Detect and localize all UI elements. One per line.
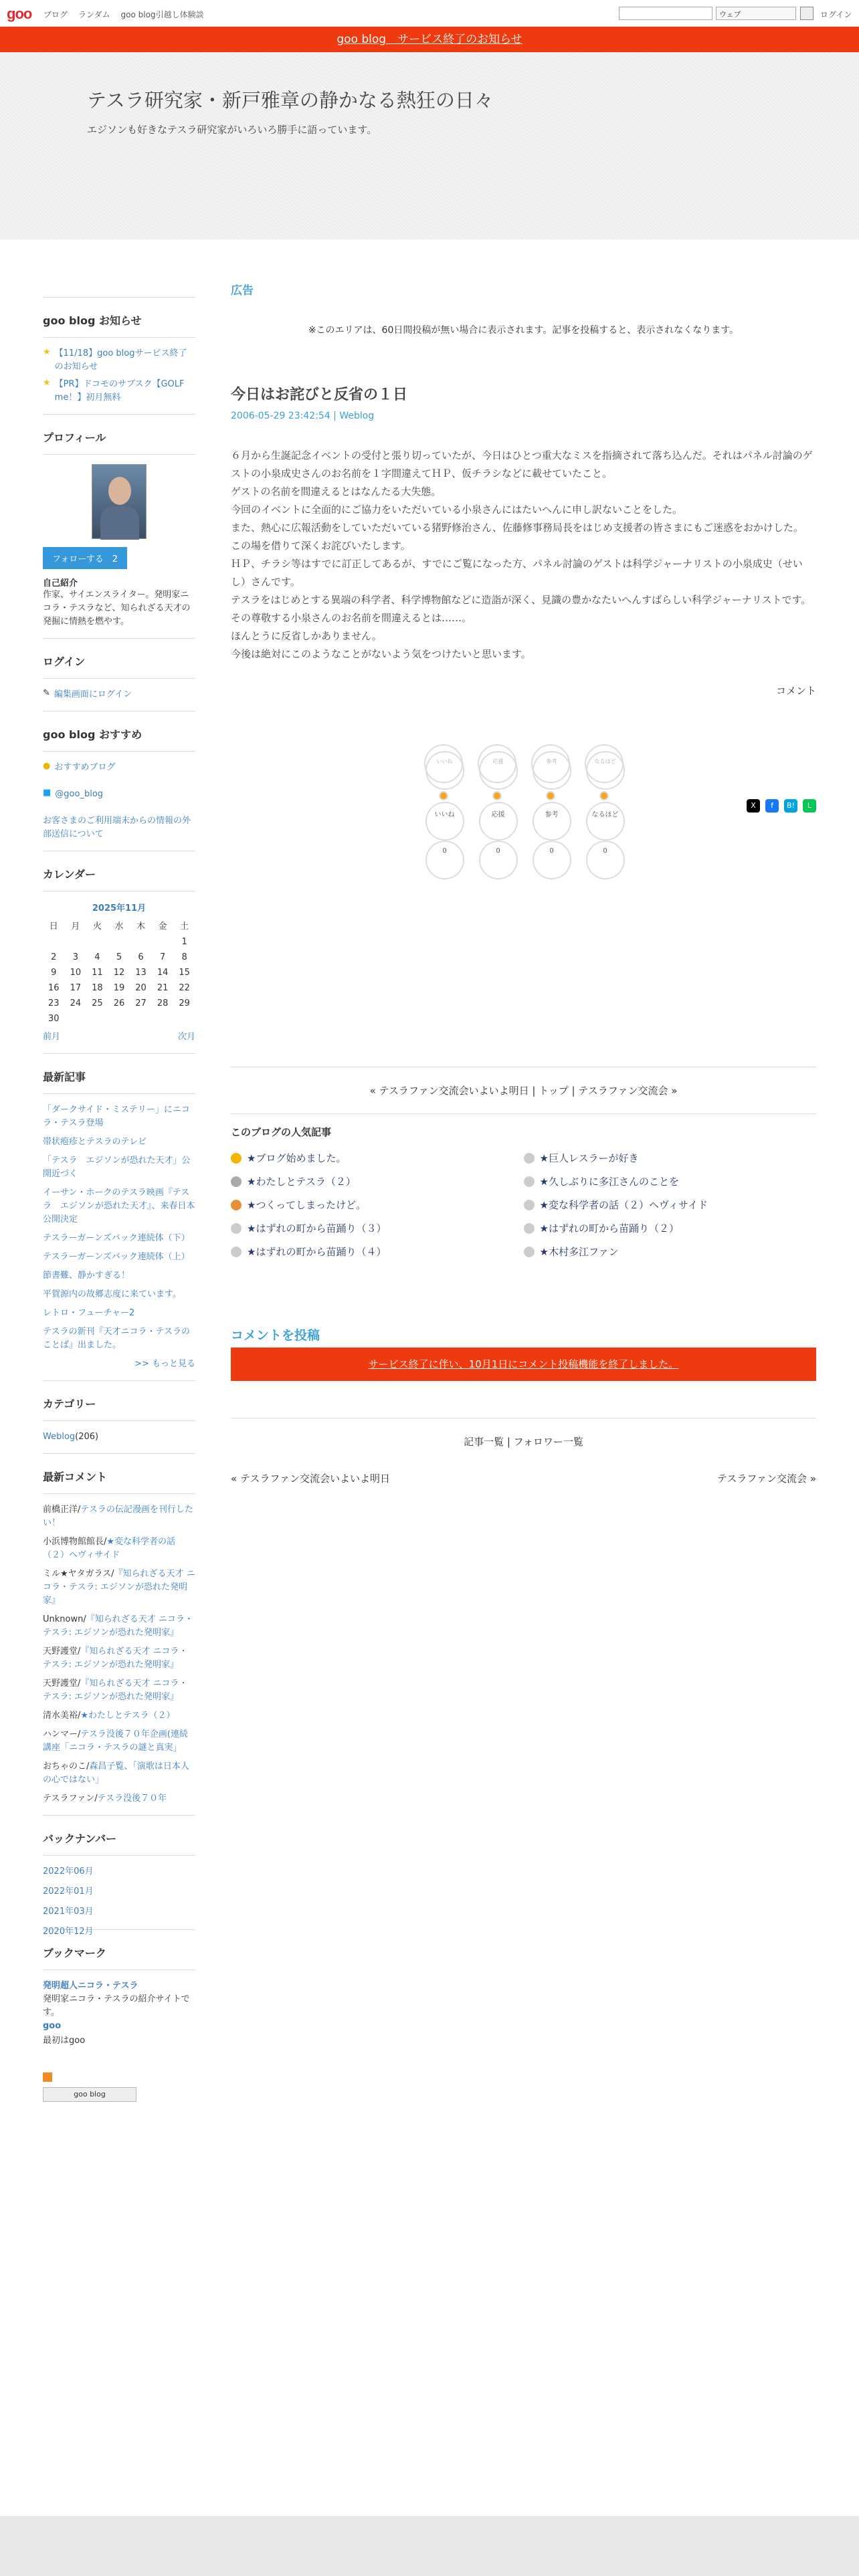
- rank-icon: [231, 1176, 242, 1187]
- recent-article-link[interactable]: レトロ・フューチャー2: [43, 1308, 135, 1318]
- reaction-row: [231, 744, 816, 855]
- popular-list: [231, 1151, 816, 1259]
- popular-article-link[interactable]: ★久しぶりに多江さんのことを: [539, 1176, 679, 1188]
- comment-link[interactable]: コメント: [775, 685, 816, 697]
- calendar-day: 18: [92, 983, 103, 993]
- share-buttons: [231, 799, 816, 813]
- recent-article-link[interactable]: 「ダークサイド・ミステリー」にニコラ・テスラ登場: [43, 1105, 190, 1128]
- article-paragraph: また、熱心に広報活動をしていただいている猪野修治さん、佐藤修事務局長をはじめ支援者の皆さまにもご迷惑をおかけした。: [231, 522, 803, 534]
- comment-author: Unknown/: [43, 1614, 86, 1624]
- follow-button[interactable]: フォローする 2: [43, 547, 127, 569]
- popular-article-link[interactable]: ★変な科学者の話（２）ヘヴィサイド: [539, 1199, 708, 1211]
- backnumber-link[interactable]: 2021年03月: [43, 1907, 94, 1917]
- reaction-button[interactable]: [531, 744, 570, 855]
- ad-heading: 広告: [231, 284, 254, 298]
- recent-article-link[interactable]: 帯状疱疹とテスラのテレビ: [43, 1137, 147, 1147]
- rank-icon: [231, 1223, 242, 1234]
- calendar-day: [108, 1011, 130, 1027]
- backnumber-heading: バックナンバー: [43, 1832, 117, 1845]
- comment-author: 前橋正洋/: [43, 1505, 81, 1515]
- calendar-day: 5: [116, 952, 122, 962]
- calendar-title: 2025年11月: [92, 903, 147, 914]
- recommend-heading: goo blog おすすめ: [43, 728, 142, 741]
- backnumber-link[interactable]: 2020年12月: [43, 1927, 94, 1937]
- comment-article-link[interactable]: 森昌子覧、「演歌は日本人の心ではない」: [43, 1761, 189, 1785]
- editor-login-link[interactable]: 編集画面にログイン: [54, 689, 132, 700]
- comment-article-link[interactable]: ★変な科学者の話（２）ヘヴィサイド: [43, 1537, 176, 1560]
- calendar-day: [130, 934, 152, 950]
- popular-item[interactable]: [524, 1174, 817, 1188]
- footer: [0, 2516, 859, 2576]
- calendar-day: 29: [179, 998, 190, 1008]
- reaction-label: 応援: [479, 802, 518, 841]
- reaction-icon: [599, 791, 609, 800]
- comment-author: おちゃのこ/: [43, 1761, 90, 1772]
- recommend-blog-link[interactable]: おすすめブログ: [54, 762, 116, 772]
- comment-author: ハンマー/: [43, 1729, 81, 1739]
- intro-text: 作家、サイエンスライター。発明家ニコラ・テスラなど、知られざる天才の発掘に情熱を燃やす。: [43, 590, 191, 627]
- nav-random[interactable]: ランダム: [78, 10, 110, 19]
- rank-icon: [231, 1153, 242, 1164]
- reaction-count: 0: [479, 841, 518, 879]
- search-icon[interactable]: [800, 7, 814, 20]
- bookmark-desc: 発明家ニコラ・テスラの紹介サイトです。: [43, 1994, 190, 2018]
- reaction-label: 参考: [533, 802, 571, 841]
- top-link[interactable]: トップ: [539, 1085, 569, 1097]
- calendar-day: 19: [113, 983, 125, 993]
- divider: [43, 1453, 195, 1454]
- calendar-weekday: 日: [49, 922, 58, 932]
- calendar-day: [108, 934, 130, 950]
- calendar-day: 17: [70, 983, 82, 993]
- divider: [43, 751, 195, 752]
- blog-title[interactable]: テスラ研究家・新戸雅章の静かなる熱狂の日々: [87, 89, 494, 112]
- bottom-next-link[interactable]: テスラファン交流会: [717, 1473, 807, 1485]
- calendar-heading: カレンダー: [43, 868, 96, 881]
- popular-article-link[interactable]: ★ブログ始めました。: [247, 1152, 347, 1164]
- more-link[interactable]: >> もっと見る: [134, 1359, 195, 1369]
- notice-item[interactable]: ★ 【11/18】goo blogサービス終了のお知らせ: [43, 347, 195, 374]
- calendar-day: 30: [48, 1014, 60, 1024]
- rank-icon: [524, 1200, 535, 1210]
- calendar-day: [65, 934, 87, 950]
- popular-article-link[interactable]: ★巨人レスラーが好き: [539, 1152, 639, 1164]
- calendar-day: 16: [48, 983, 60, 993]
- calendar-day: 3: [72, 952, 78, 962]
- calendar-day: 20: [135, 983, 147, 993]
- reaction-count: 0: [425, 841, 464, 879]
- popular-item[interactable]: [231, 1221, 524, 1235]
- divider: [43, 638, 195, 639]
- goo-logo[interactable]: goo: [7, 5, 32, 22]
- popular-item[interactable]: [524, 1198, 817, 1212]
- calendar-day: 24: [70, 998, 82, 1008]
- comment-article-link[interactable]: 『知られざる天才 ニコラ・テスラ: エジソンが恐れた発明家』: [43, 1679, 188, 1702]
- bookmark-link[interactable]: 発明超人ニコラ・テスラ: [43, 1981, 138, 1991]
- article-paragraph: ＨＰ、チラシ等はすでに訂正してあるが、すでにご覧になった方、パネル討論のゲストは科学ジャーナリストの小泉成史（せいし）さんです。: [231, 558, 803, 588]
- comment-author: テスラファン/: [43, 1794, 98, 1804]
- prev-article-link[interactable]: テスラファン交流会いよいよ明日: [379, 1085, 529, 1097]
- calendar-day: 6: [138, 952, 144, 962]
- article-paragraph: ６月から生誕記念イベントの受付と張り切っていたが、今日はひとつ重大なミスを指摘されて落ち込んだ。それはパネル討論のゲストの小泉成史さんのお名前を１字間違えてＨＰ、仮チラシなどに載せていたこと。: [231, 449, 813, 479]
- popular-item[interactable]: [231, 1198, 524, 1212]
- search-input[interactable]: [619, 7, 712, 20]
- article-title[interactable]: 今日はお詫びと反省の１日: [231, 387, 408, 403]
- article-paragraph: この場を借りて深くお詫びいたします。: [231, 540, 411, 552]
- backnumber-link[interactable]: 2022年06月: [43, 1866, 94, 1876]
- divider: [43, 1815, 195, 1816]
- calendar-day: 13: [135, 968, 147, 978]
- divider: [43, 454, 195, 455]
- article-paragraph: 今回のイベントに全面的にご協力をいただいている小泉さんにはたいへんに申し訳ないことをした。: [231, 504, 683, 516]
- follower-list-link[interactable]: フォロワー一覧: [513, 1436, 583, 1448]
- goo-blog-badge[interactable]: goo blog: [43, 2087, 136, 2102]
- calendar-day: 2: [51, 952, 57, 962]
- bulb-icon: ●: [43, 761, 51, 771]
- calendar-day: [152, 934, 174, 950]
- comment-author: 天野護堂/: [43, 1646, 81, 1656]
- rank-icon: [524, 1247, 535, 1257]
- comment-article-link[interactable]: テスラの伝記漫画を刊行したい！: [43, 1505, 193, 1528]
- top-bar: [0, 0, 859, 27]
- recent-heading: 最新記事: [43, 1071, 86, 1083]
- divider: [43, 711, 195, 712]
- recent-article-link[interactable]: テスラーガーンズバック連続体（上）: [43, 1252, 190, 1262]
- reaction-count: 0: [533, 841, 571, 879]
- rank-icon: [524, 1153, 535, 1164]
- calendar-day: 11: [92, 968, 103, 978]
- rank-icon: [231, 1200, 242, 1210]
- external-transmission-link[interactable]: お客さまのご利用端末からの情報の外部送信について: [43, 816, 191, 839]
- popular-item[interactable]: [524, 1151, 817, 1165]
- recent-article-link[interactable]: 平賀源内の故郷志度に来ています。: [43, 1289, 181, 1299]
- comment-item[interactable]: [43, 1709, 195, 1723]
- calendar-weekday: 火: [92, 922, 102, 932]
- avatar[interactable]: [92, 464, 147, 539]
- comment-author: 小浜博物館館長/: [43, 1537, 107, 1547]
- popular-article-link[interactable]: ★はずれの町から苗踊り（４）: [247, 1246, 387, 1258]
- popular-article-link[interactable]: ★木村多江ファン: [539, 1246, 619, 1258]
- calendar-day: [130, 1011, 152, 1027]
- popular-article-link[interactable]: ★はずれの町から苗踊り（３）: [247, 1222, 387, 1235]
- bookmark-heading: ブックマーク: [43, 1947, 106, 1959]
- x-share-icon[interactable]: X: [747, 799, 760, 813]
- comment-article-link[interactable]: 『知られざる天才 ニコラ・テスラ: エジソンが恐れた発明家』: [43, 1646, 188, 1670]
- login-link[interactable]: ログイン: [820, 10, 852, 19]
- bottom-nav: « テスラファン交流会いよいよ明日 テスラファン交流会 »: [231, 1473, 816, 1485]
- calendar-weekday: 金: [158, 922, 167, 932]
- rank-icon: [524, 1176, 535, 1187]
- article-list-link[interactable]: 記事一覧: [464, 1436, 504, 1448]
- calendar-day: 21: [157, 983, 169, 993]
- star-icon: ★: [43, 347, 51, 357]
- sidebar: [43, 288, 195, 2102]
- blog-header: [0, 52, 859, 239]
- comment-item[interactable]: [43, 1503, 195, 1530]
- bookmark-desc: 最初はgoo: [43, 2036, 86, 2046]
- reaction-button[interactable]: [424, 744, 463, 855]
- pencil-icon: ✎: [43, 688, 50, 698]
- divider: [43, 297, 195, 298]
- calendar-weekday: 月: [71, 922, 80, 932]
- comment-article-link[interactable]: 『知られざる天才 ニコラ・テスラ: エジソンが恐れた発明家』: [43, 1569, 195, 1606]
- calendar-day: [152, 1011, 174, 1027]
- divider: [43, 1855, 195, 1856]
- calendar-day: 12: [113, 968, 125, 978]
- recent-article-link[interactable]: 「テスラ エジソンが恐れた天才」公開近づく: [43, 1156, 191, 1179]
- calendar-table: [43, 916, 195, 1027]
- reaction-icon: [492, 791, 502, 800]
- calendar-day: 28: [157, 998, 169, 1008]
- rank-icon: [524, 1223, 535, 1234]
- divider: [231, 1113, 816, 1114]
- rank-icon: [231, 1247, 242, 1257]
- popular-item[interactable]: [231, 1245, 524, 1259]
- reaction-button[interactable]: [585, 744, 624, 855]
- reaction-caption: 参考: [533, 751, 571, 790]
- next-month-link[interactable]: 次月: [177, 1032, 195, 1042]
- calendar-day: [65, 1011, 87, 1027]
- comment-article-link[interactable]: テスラ没後７０年: [97, 1794, 167, 1804]
- main-content: [231, 281, 816, 1485]
- backnumber-list: [43, 1865, 195, 1937]
- category-count: (206): [75, 1432, 99, 1442]
- post-article-link[interactable]: 記事を投稿: [552, 325, 599, 336]
- nav-blog[interactable]: ブログ: [43, 10, 68, 19]
- profile-heading: プロフィール: [43, 431, 106, 444]
- login-heading: ログイン: [43, 655, 86, 668]
- line-share-icon[interactable]: L: [803, 799, 816, 813]
- calendar-day: 26: [113, 998, 125, 1008]
- divider: [43, 678, 195, 679]
- calendar-day: 23: [48, 998, 60, 1008]
- calendar-day: 7: [159, 952, 166, 962]
- popular-heading: このブログの人気記事: [231, 1126, 332, 1138]
- star-icon: ★: [43, 378, 51, 388]
- popular-item[interactable]: [231, 1151, 524, 1165]
- comments-heading: 最新コメント: [43, 1471, 108, 1483]
- category-heading: カテゴリー: [43, 1398, 96, 1410]
- notice-item[interactable]: ★ 【PR】ドコモのサブスク【GOLF me！】初月無料: [43, 378, 195, 405]
- article-paragraph: ほんとうに反省しかありません。: [231, 630, 382, 642]
- top-nav: [43, 9, 204, 20]
- article-nav: « テスラファン交流会いよいよ明日 | トップ | テスラファン交流会 »: [369, 1085, 678, 1097]
- comment-item[interactable]: [43, 1613, 195, 1640]
- intro-heading: 自己紹介: [43, 578, 78, 588]
- comment-list: [43, 1503, 195, 1806]
- comment-article-link[interactable]: ★わたしとテスラ（２）: [80, 1711, 175, 1721]
- list-links: 記事一覧 | フォロワー一覧: [464, 1436, 583, 1448]
- calendar-weekday: 木: [136, 922, 146, 932]
- comment-article-link[interactable]: テスラ没後７０年企画(連続講座「ニコラ・テスラの謎と真実」: [43, 1729, 188, 1753]
- calendar-day: [173, 1011, 195, 1027]
- popular-article-link[interactable]: ★はずれの町から苗踊り（２）: [539, 1222, 679, 1235]
- category-link[interactable]: Weblog: [43, 1432, 76, 1442]
- x-icon: ■: [43, 788, 52, 798]
- search-scope-select[interactable]: ウェブ: [716, 7, 796, 20]
- comment-author: 天野護堂/: [43, 1679, 81, 1689]
- post-comment-heading: コメントを投稿: [231, 1328, 320, 1343]
- reaction-caption: なるほど: [586, 751, 625, 790]
- hatena-share-icon[interactable]: B!: [784, 799, 797, 813]
- article-meta: 2006-05-29 23:42:54 | Weblog: [231, 411, 375, 421]
- notice-heading: goo blog お知らせ: [43, 314, 142, 327]
- recent-article-link[interactable]: テスラの新刊『天才ニコラ・テスラのことば』出ました。: [43, 1327, 190, 1350]
- divider: [43, 414, 195, 415]
- recent-article-link[interactable]: 節書難、静かすぎる！: [43, 1271, 130, 1281]
- divider: [43, 1053, 195, 1054]
- comment-item[interactable]: [43, 1568, 195, 1608]
- calendar-day: 15: [179, 968, 190, 978]
- rss-icon[interactable]: [43, 2072, 52, 2082]
- service-end-notice[interactable]: goo blog サービス終了のお知らせ: [0, 27, 859, 52]
- reaction-count: 0: [586, 841, 625, 879]
- reaction-button[interactable]: [478, 744, 516, 855]
- calendar-day: 8: [181, 952, 187, 962]
- divider: [43, 337, 195, 338]
- comment-item[interactable]: [43, 1760, 195, 1787]
- calendar-day: 9: [51, 968, 57, 978]
- divider: [43, 1493, 195, 1494]
- calendar-day: 27: [135, 998, 147, 1008]
- blog-description: エジソンも好きなテスラ研究家がいろいろ勝手に語っています。: [87, 124, 377, 136]
- divider: [43, 1420, 195, 1421]
- article-paragraph: テスラをはじめとする異端の科学者、科学博物館などに造詣が深く、見識の豊かなたいへんすばらしい科学ジャーナリストです。その尊敬する小泉さんのお名前を間違えるとは……。: [231, 594, 812, 624]
- facebook-share-icon[interactable]: f: [765, 799, 779, 813]
- goo-blog-x-link[interactable]: @goo_blog: [55, 789, 104, 799]
- prev-month-link[interactable]: 前月: [43, 1032, 61, 1042]
- calendar-day: 10: [70, 968, 82, 978]
- popular-item[interactable]: [231, 1174, 524, 1188]
- reaction-label: いいね: [425, 802, 464, 841]
- next-article-link[interactable]: テスラファン交流会: [578, 1085, 668, 1097]
- comment-author: 清水美裕/: [43, 1711, 81, 1721]
- recent-article-link[interactable]: テスラーガーンズバック連続体（下）: [43, 1233, 190, 1243]
- calendar-day: [86, 934, 108, 950]
- divider: [43, 1380, 195, 1381]
- calendar-day: 22: [179, 983, 190, 993]
- divider: [43, 1969, 195, 1970]
- popular-item[interactable]: [524, 1245, 817, 1259]
- calendar-day: [43, 934, 65, 950]
- comment-item[interactable]: [43, 1792, 195, 1806]
- reaction-label: なるほど: [586, 802, 625, 841]
- comment-item[interactable]: [43, 1645, 195, 1672]
- calendar-weekday: 水: [114, 922, 124, 932]
- bookmark-link[interactable]: goo: [43, 2021, 62, 2031]
- comment-item[interactable]: [43, 1728, 195, 1755]
- calendar-day: [86, 1011, 108, 1027]
- article-date: 2006-05-29 23:42:54: [231, 411, 330, 421]
- recent-list: [43, 1103, 195, 1352]
- calendar-weekday: 土: [180, 922, 189, 932]
- calendar-day: 1: [181, 937, 187, 947]
- calendar-day: 14: [157, 968, 169, 978]
- reaction-caption: いいね: [425, 751, 464, 790]
- recent-article-link[interactable]: イーサン・ホークのテスラ映画『テスラ エジソンが恐れた天才』、来春日本公開決定: [43, 1188, 195, 1224]
- article-category[interactable]: Weblog: [339, 411, 375, 421]
- comment-item[interactable]: [43, 1677, 195, 1704]
- popular-article-link[interactable]: ★わたしとテスラ（２）: [247, 1176, 356, 1188]
- reaction-icon: [439, 791, 448, 800]
- bottom-prev-link[interactable]: テスラファン交流会いよいよ明日: [240, 1473, 391, 1485]
- reaction-icon: [546, 791, 555, 800]
- popular-article-link[interactable]: ★つくってしまったけど。: [247, 1199, 367, 1211]
- divider: [43, 1093, 195, 1094]
- nav-migration[interactable]: goo blog引越し体験談: [120, 10, 204, 19]
- comment-item[interactable]: [43, 1535, 195, 1562]
- calendar-day: 4: [94, 952, 100, 962]
- comment-author: ミル★ヤタガラス/: [43, 1569, 114, 1579]
- popular-item[interactable]: [524, 1221, 817, 1235]
- article-body: [231, 447, 816, 663]
- reaction-caption: 応援: [479, 751, 518, 790]
- article-paragraph: 今後は絶対にこのようなことがないよう気をつけたいと思います。: [231, 648, 531, 660]
- ad-note: ※このエリアは、60日間投稿が無い場合に表示されます。記事を投稿すると、表示されなくなります。: [308, 325, 739, 336]
- backnumber-link[interactable]: 2022年01月: [43, 1887, 94, 1897]
- calendar-day: 25: [92, 998, 103, 1008]
- comment-closed-notice[interactable]: サービス終了に伴い、10月1日にコメント投稿機能を終了しました。: [231, 1348, 816, 1381]
- article-paragraph: ゲストの名前を間違えるとはなんたる大失態。: [231, 486, 442, 498]
- comment-article-link[interactable]: 『知られざる天才 ニコラ・テスラ: エジソンが恐れた発明家』: [43, 1614, 193, 1638]
